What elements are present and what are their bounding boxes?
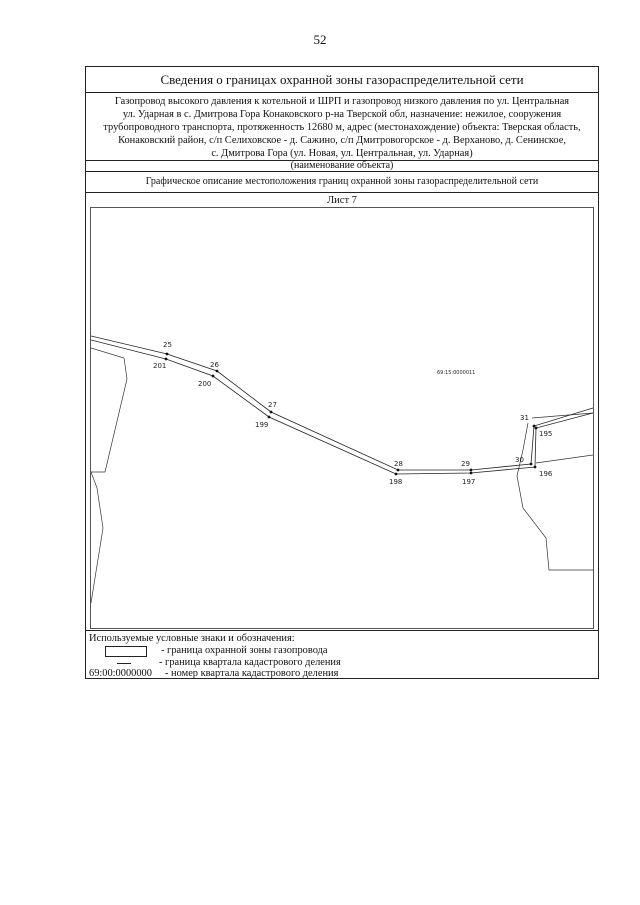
legend-text: - номер квартала кадастрового деления (165, 668, 339, 679)
point-label: 199 (255, 421, 269, 429)
quarter-number: 69:15:0000011 (437, 370, 476, 376)
vertex-198 (395, 473, 398, 476)
vertex-26 (216, 370, 219, 373)
description-line: с. Дмитрова Гора (ул. Новая, ул. Центральная, ул. Ударная) (211, 148, 473, 159)
legend-text: - граница квартала кадастрового деления (159, 657, 341, 668)
quarter-boundary-left (91, 348, 127, 472)
boundary-map (91, 208, 593, 628)
quarter-boundary-right (517, 423, 593, 570)
point-label: 30 (515, 456, 524, 464)
point-label: 26 (210, 361, 219, 369)
vertex-196 (534, 466, 537, 469)
protection-zone (91, 336, 593, 474)
vertex-201 (165, 358, 168, 361)
vertex-197 (470, 472, 473, 475)
description-line: Конаковский район, с/п Селиховское - д. Сажино, с/п Дмитровогорское - д. Верханово, д. Сенинское, (118, 135, 566, 146)
point-label: 196 (539, 470, 553, 478)
graphic-title: Графическое описание местоположения границ охранной зоны газораспределительной сети (86, 172, 598, 193)
point-label: 27 (268, 401, 277, 409)
vertex-195 (535, 427, 538, 430)
vertex-27 (270, 411, 273, 414)
legend-text: - граница охранной зоны газопровода (161, 645, 328, 656)
sheet-title: Сведения о границах охранной зоны газораспределительной сети (86, 67, 598, 93)
quarter-boundary-left-lower (91, 472, 103, 603)
object-description (86, 93, 598, 161)
quarter-boundaries (91, 348, 593, 603)
vertex-25 (166, 353, 169, 356)
legend-number-sample: 69:00:0000000 (89, 668, 152, 679)
point-label: 198 (389, 478, 403, 486)
zone-box-icon (105, 646, 147, 657)
quarter-line-icon (117, 663, 131, 664)
vertex-200 (212, 375, 215, 378)
sheet-label: Лист 7 (327, 195, 357, 206)
point-label: 29 (461, 460, 470, 468)
vertex-199 (268, 416, 271, 419)
legend (86, 630, 598, 678)
zone-vertices (165, 353, 538, 476)
description-line: Газопровод высокого давления к котельной и ШРП и газопровод низкого давления по ул. Центральная (114, 96, 570, 107)
point-label: 31 (520, 414, 529, 422)
description-line: ул. Ударная в с. Дмитрова Гора Конаковского р-на Тверской обл, назначение: нежилое, сооружения (122, 109, 562, 120)
object-name-caption: (наименование объекта) (86, 161, 598, 172)
point-label: 195 (539, 430, 553, 438)
point-label: 200 (198, 380, 212, 388)
vertex-29 (470, 469, 473, 472)
quarter-boundary-right-middle (536, 455, 593, 463)
point-label: 25 (163, 341, 172, 349)
legend-heading: Используемые условные знаки и обозначения: (89, 633, 295, 644)
point-label: 28 (394, 460, 403, 468)
point-label: 197 (462, 478, 476, 486)
vertex-30 (530, 463, 533, 466)
vertex-31 (533, 425, 536, 428)
boundary-sheet (85, 66, 599, 679)
vertex-28 (397, 469, 400, 472)
description-line: трубопроводного транспорта, протяженность 12680 м, адрес (местонахождение) объекта: Тверская область, (103, 122, 581, 133)
page-number: 52 (313, 32, 327, 47)
map-frame (90, 207, 594, 629)
point-label: 201 (153, 362, 167, 370)
